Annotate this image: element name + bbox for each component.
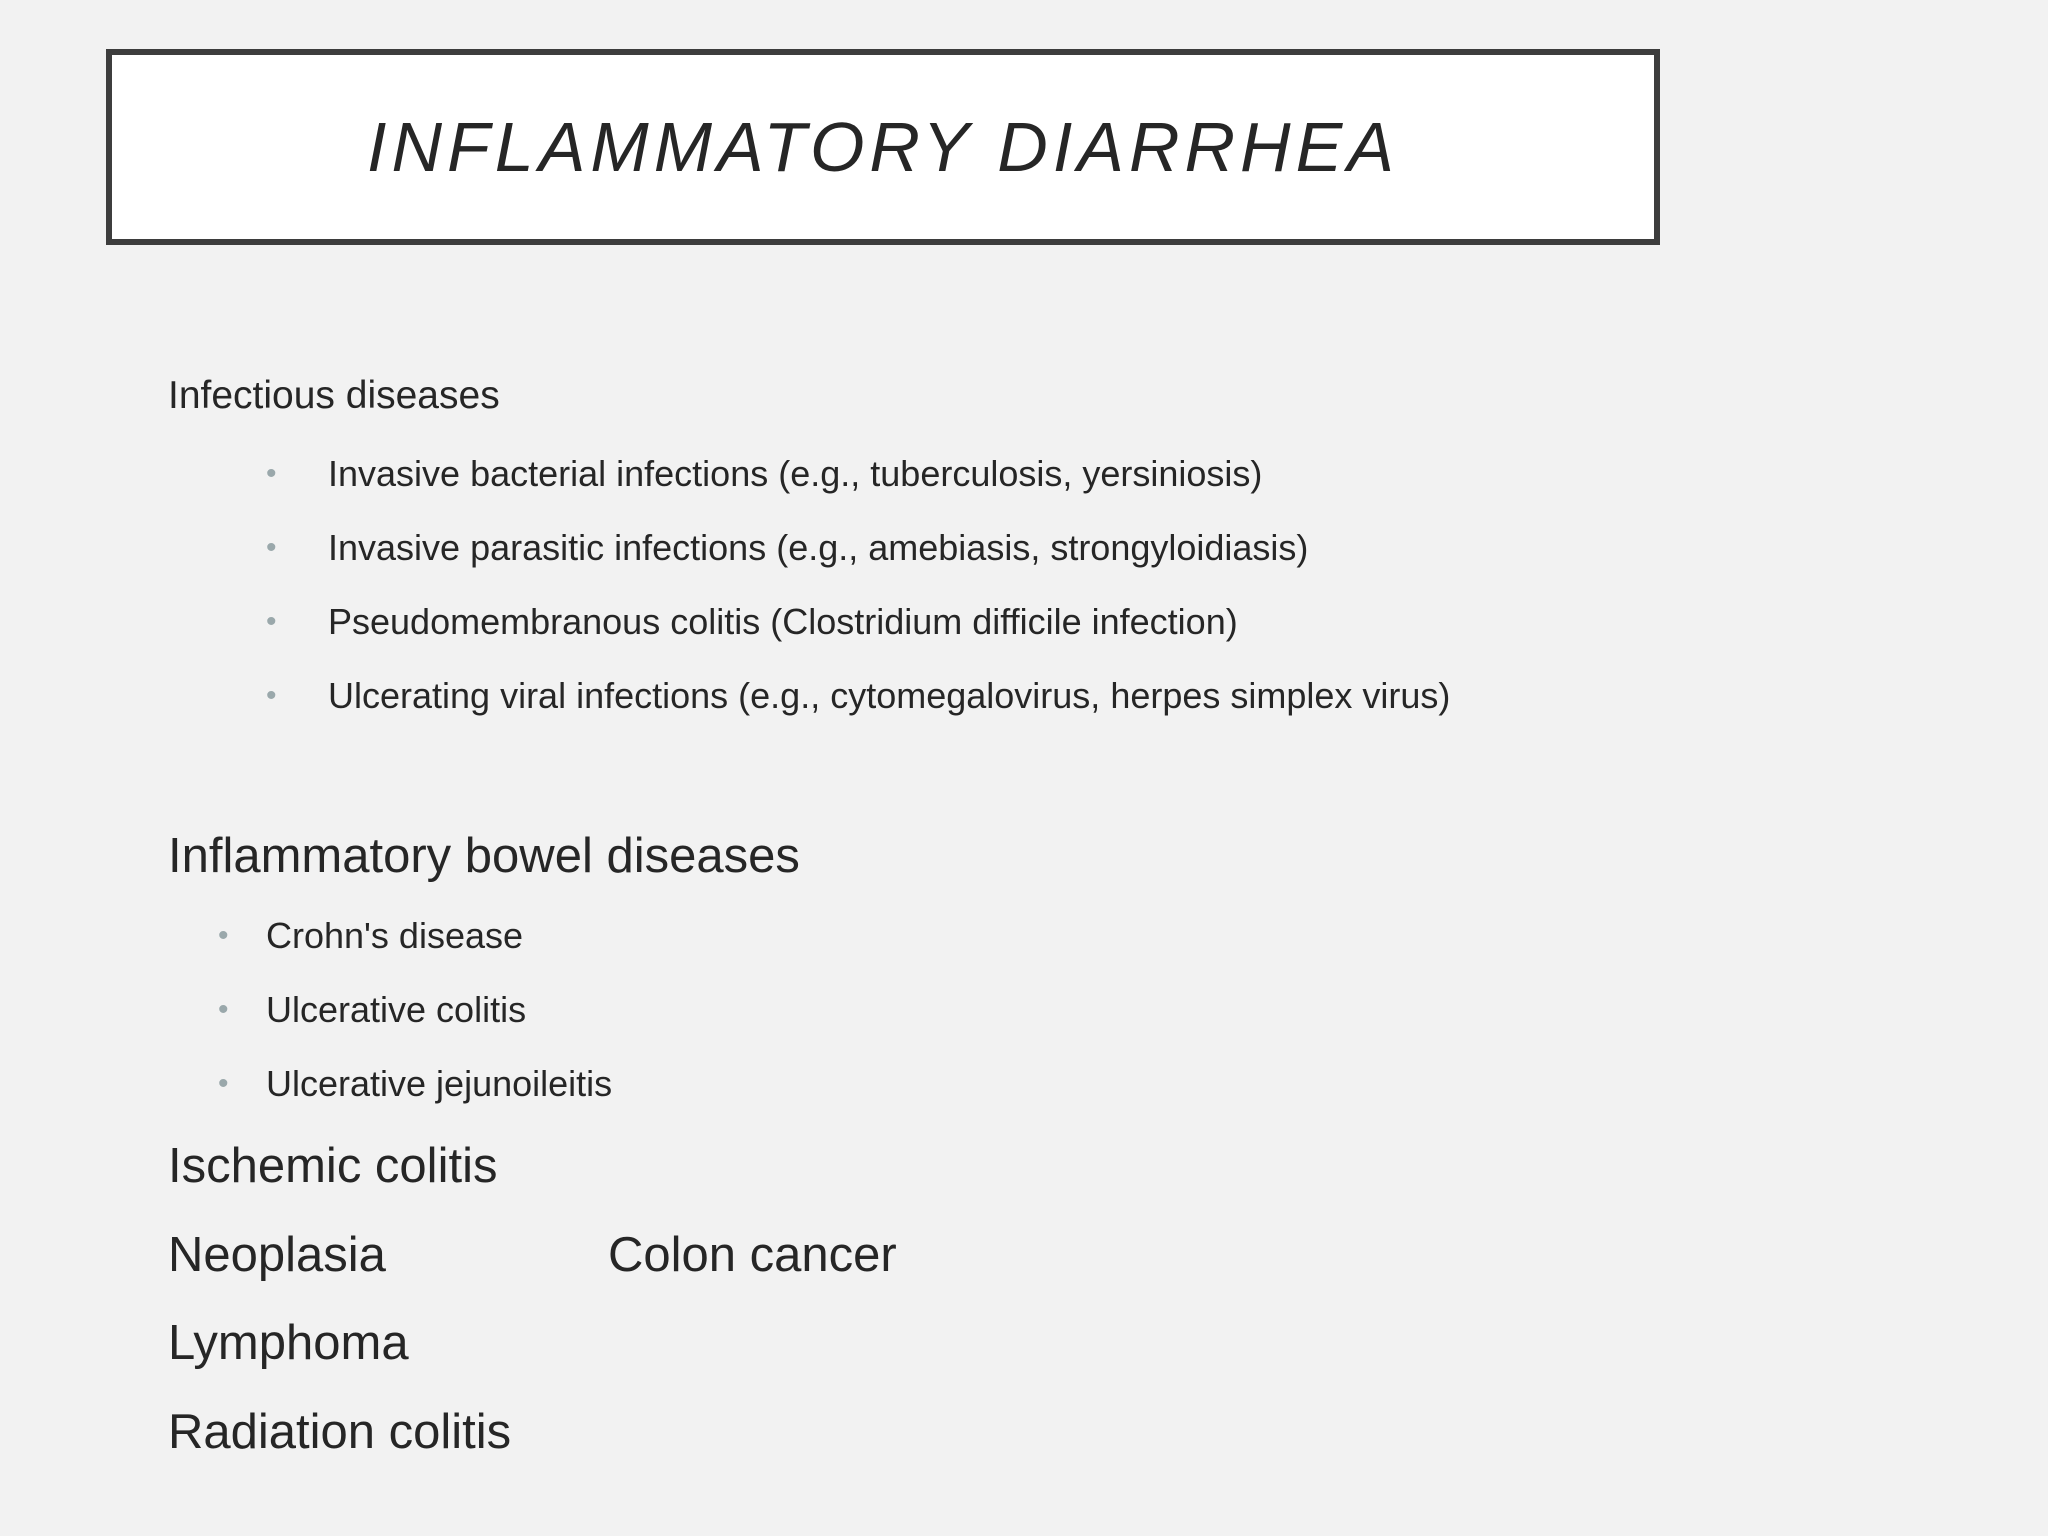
- neoplasia-row: [168, 1227, 897, 1287]
- list-item: Ulcerative jejunoileitis: [266, 1063, 613, 1104]
- bullet-icon: •: [218, 993, 229, 1026]
- heading-ischemic-colitis: Ischemic colitis: [168, 1139, 498, 1193]
- bullet-icon: •: [218, 919, 229, 952]
- heading-neoplasia: Neoplasia: [168, 1228, 386, 1282]
- heading-radiation-colitis: Radiation colitis: [168, 1405, 512, 1459]
- slide-title: INFLAMMATORY DIARRHEA: [367, 108, 1399, 186]
- heading-inflammatory-bowel-diseases: Inflammatory bowel diseases: [168, 829, 800, 883]
- list-item: Ulcerative colitis: [266, 989, 527, 1030]
- list-item: Invasive bacterial infections (e.g., tuberculosis, yersiniosis): [328, 453, 1263, 494]
- heading-infectious-diseases: Infectious diseases: [168, 374, 500, 417]
- list-item: Invasive parasitic infections (e.g., amebiasis, strongyloidiasis): [328, 527, 1309, 568]
- bullet-icon: •: [266, 531, 277, 564]
- neoplasia-detail: Colon cancer: [608, 1228, 897, 1282]
- bullet-icon: •: [266, 679, 277, 712]
- heading-lymphoma: Lymphoma: [168, 1316, 409, 1370]
- title-box: [106, 49, 1660, 245]
- bullet-icon: •: [218, 1067, 229, 1100]
- list-item: Ulcerating viral infections (e.g., cytomegalovirus, herpes simplex virus): [328, 675, 1451, 716]
- bullet-icon: •: [266, 605, 277, 638]
- list-item: Crohn's disease: [266, 915, 524, 956]
- list-item: Pseudomembranous colitis (Clostridium difficile infection): [328, 601, 1238, 642]
- bullet-icon: •: [266, 457, 277, 490]
